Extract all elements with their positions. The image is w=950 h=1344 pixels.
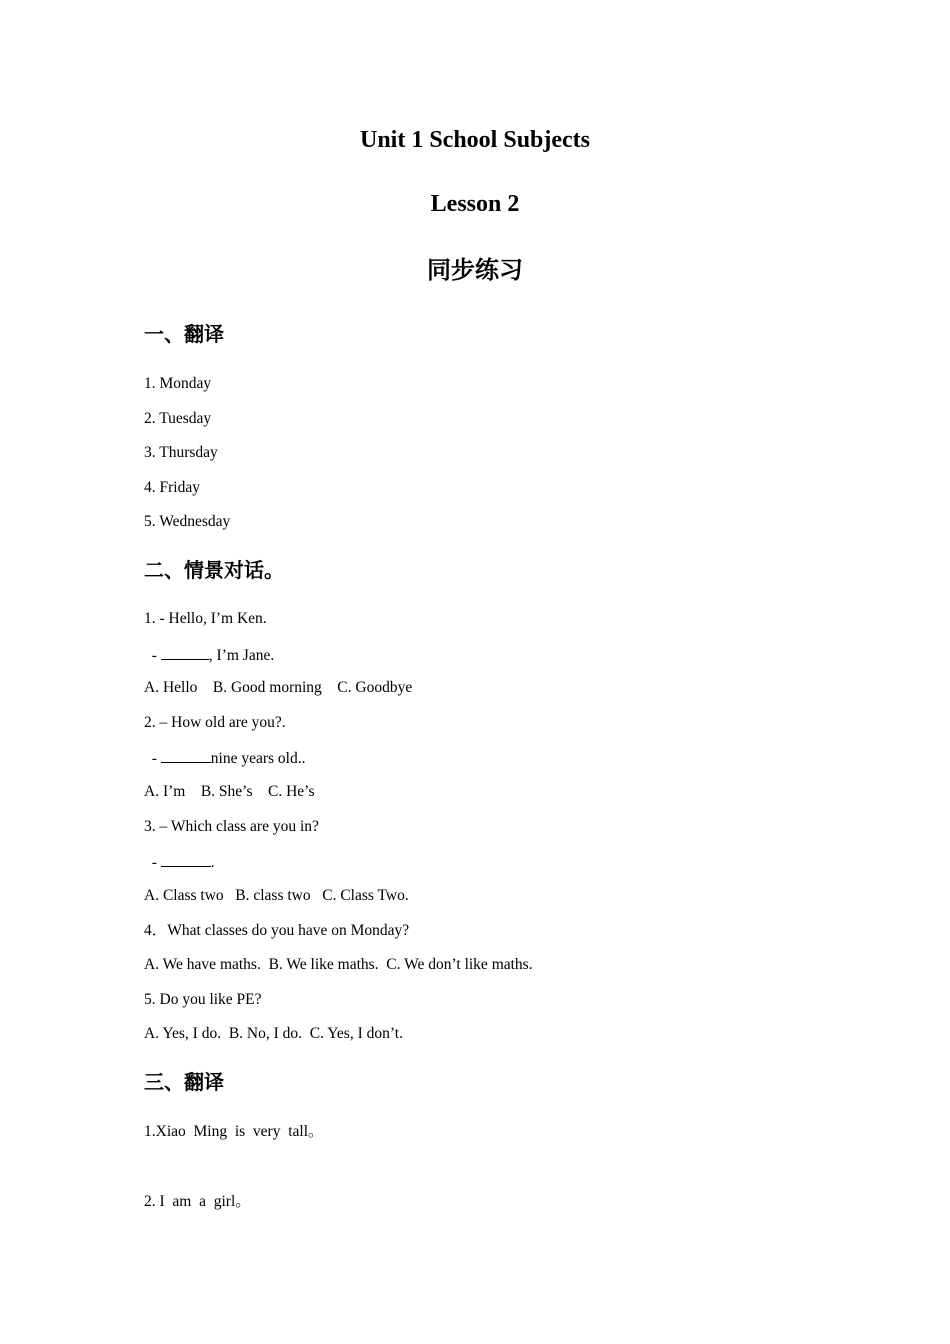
q5-prompt: 5. Do you like PE? — [144, 991, 262, 1008]
q3-answer-prefix: - — [144, 854, 161, 871]
section-3-item: 1.Xiao Ming is very tall。 — [144, 1123, 324, 1140]
exercise-subtitle: 同步练习 — [427, 256, 523, 284]
q1-answer-suffix: , I’m Jane. — [208, 647, 275, 664]
section-2-heading: 二、情景对话。 — [144, 558, 284, 582]
q4-prompt: 4．What classes do you have on Monday? — [144, 922, 410, 939]
q1-answer-line — [144, 645, 274, 665]
q3-prompt: 3. – Which class are you in? — [144, 818, 319, 835]
q2-options: A. I’m B. She’s C. He’s — [144, 783, 315, 800]
q1-options: A. Hello B. Good morning C. Goodbye — [144, 679, 413, 696]
q2-answer-blank — [161, 748, 211, 763]
q3-options: A. Class two B. class two C. Class Two. — [144, 887, 409, 904]
q1-answer-prefix: - — [144, 647, 161, 664]
lesson-title: Lesson 2 — [430, 191, 520, 217]
q2-prompt: 2. – How old are you?. — [144, 714, 286, 731]
q4-options: A. We have maths. B. We like maths. C. We don’t like maths. — [144, 956, 533, 973]
section-1-heading: 一、翻译 — [144, 322, 224, 346]
q2-answer-prefix: - — [144, 750, 161, 767]
section-3-heading: 三、翻译 — [144, 1070, 224, 1094]
q5-options: A. Yes, I do. B. No, I do. C. Yes, I don’t. — [144, 1025, 403, 1042]
q3-answer-blank — [161, 852, 211, 867]
section-3-item: 2. I am a girl。 — [144, 1193, 251, 1210]
section-1-item: 4. Friday — [144, 479, 200, 496]
q2-answer-suffix: nine years old.. — [210, 750, 306, 767]
section-1-item: 3. Thursday — [144, 444, 218, 461]
q2-answer-line — [144, 748, 306, 768]
q1-answer-blank — [161, 645, 209, 660]
q3-answer-suffix: . — [210, 854, 215, 871]
q3-answer-line — [144, 852, 215, 872]
section-1-item: 2. Tuesday — [144, 410, 212, 427]
section-1-item: 5. Wednesday — [144, 513, 231, 530]
q1-prompt: 1. - Hello, I’m Ken. — [144, 610, 267, 627]
section-1-item: 1. Monday — [144, 375, 212, 392]
document-title: Unit 1 School Subjects — [359, 127, 591, 153]
